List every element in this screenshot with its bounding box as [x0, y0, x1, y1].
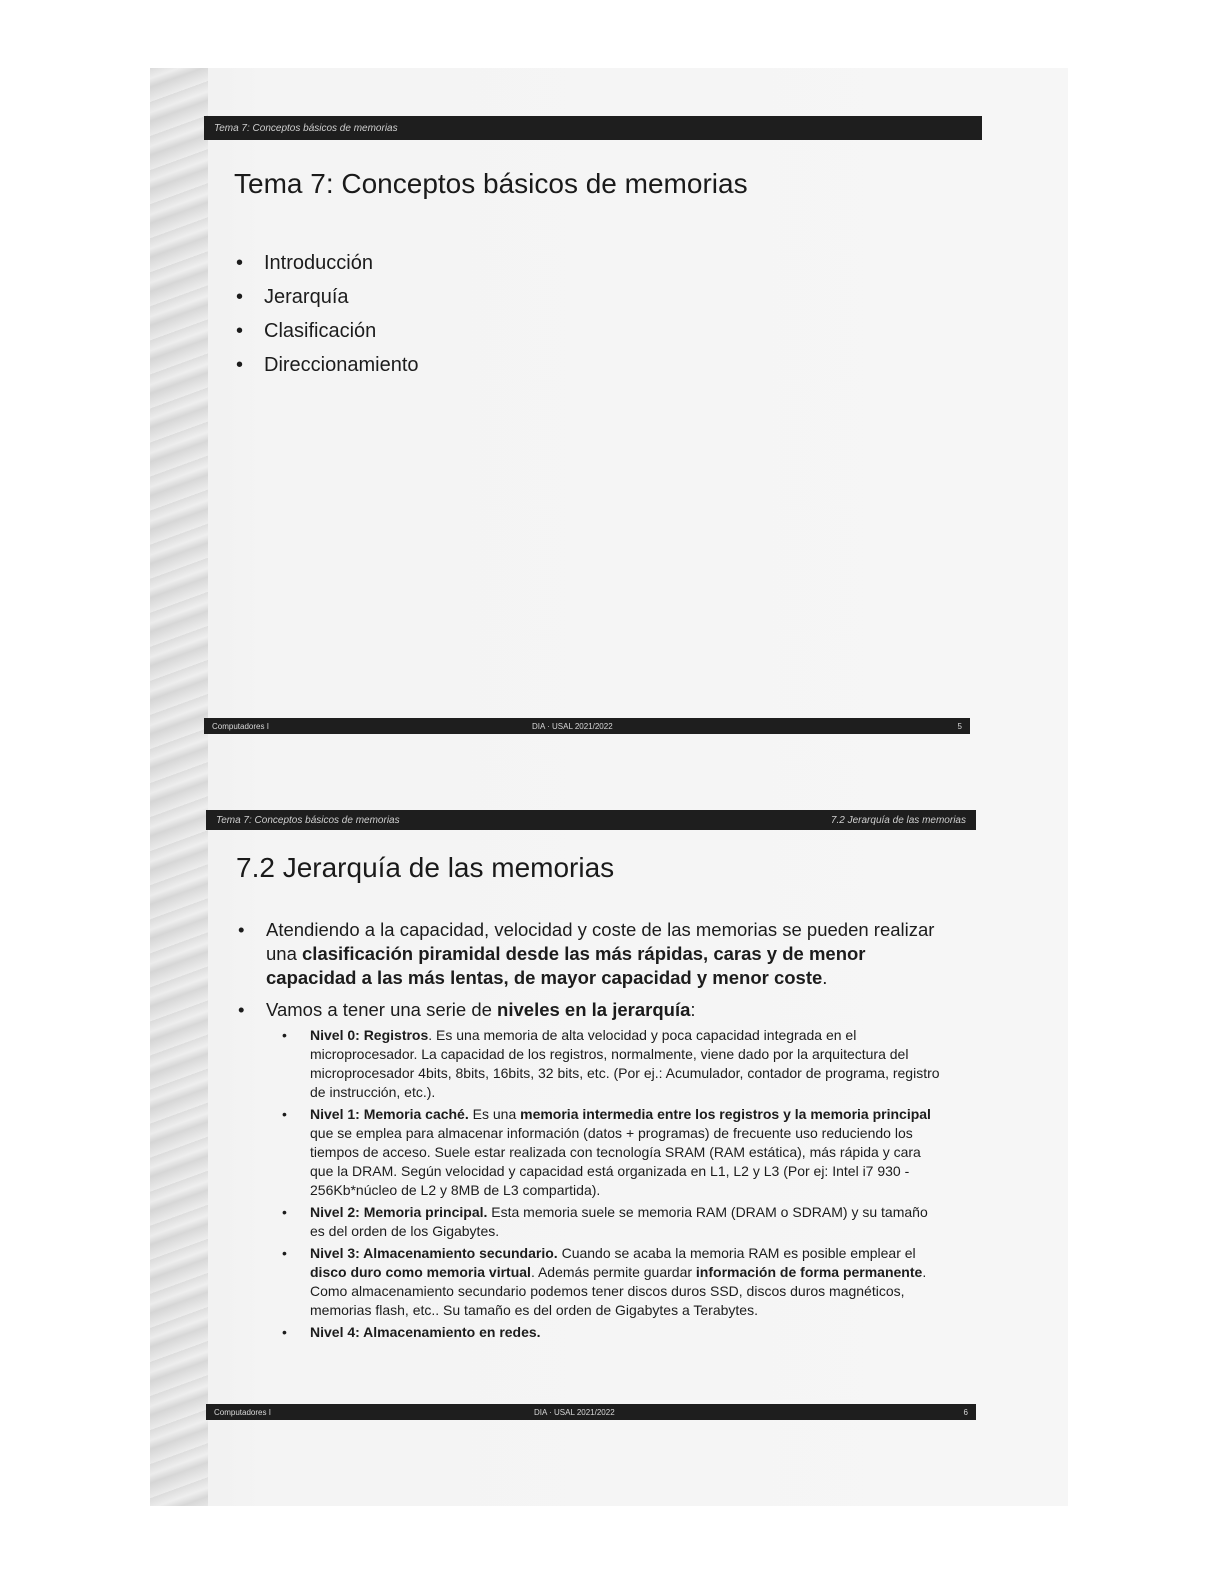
footer-course: Computadores I — [212, 721, 269, 731]
footer-page-number: 6 — [963, 1407, 968, 1417]
slide-title: 7.2 Jerarquía de las memorias — [236, 852, 615, 883]
level-2-item: • Nivel 2: Memoria principal. Esta memoria suele se memoria RAM (DRAM o SDRAM) y su tamaño es del orden de los Gigabytes. — [266, 1203, 946, 1241]
level-4-item: • Nivel 4: Almacenamiento en redes. — [266, 1323, 946, 1342]
agenda-item: • Direccionamiento — [236, 348, 419, 382]
bullet-levels: • Vamos a tener una serie de niveles en la jerarquía: • Nivel 0: Registros. Es una memoria de alta velocidad y poca capacidad integrada en el microprocesador. La capacidad de los registros, normalmente, viene dado por la arquitectura del microprocesador 4bits, 8bits, 16bits, 32 bits, etc. (Por ej.: Acumulador, contador de programa, registro de instrucción, etc.). • Nivel 1: Memoria caché. Es una memoria intermedia entre los registros y la memoria principal que se emplea para almacenar información (datos + programas) de frecuente uso reduciendo los tiempos de acceso. Suele estar realizada con tecnología SRAM (RAM estática), más rápida y cara que la DRAM. Según velocidad y capacidad está organizada en L1, L2 y L3 (Por ej: Intel i7 930 - 256Kb*núcleo de L2 y 8MB de L3 compartida). • Nivel 2: Memoria principal. Esta memoria suele se memoria RAM (DRAM o SDRAM) y su tamaño es del orden de los Gigabytes. • Nivel 3: Almacenamiento secundario. Cuando se acaba la memoria RAM es posible emplear el disco duro como memoria virtual. Además permite guardar información de forma permanente. Como almacenamiento secundario podemos tener discos duros SSD, discos duros magnéticos, memorias flash, etc.. Su tamaño es del orden de Gigabytes a Terabytes. • Nivel 4: Almacenamiento en redes. — [236, 998, 946, 1342]
footer-course: Computadores I — [214, 1407, 271, 1417]
header-left-text: Tema 7: Conceptos básicos de memorias — [216, 814, 400, 826]
slide-6 — [206, 808, 976, 1424]
agenda-item: • Jerarquía — [236, 280, 419, 314]
footer-page-number: 5 — [957, 721, 962, 731]
spiral-binding-shadow — [150, 68, 208, 1506]
footer-department: DIA · USAL 2021/2022 — [532, 721, 613, 731]
slide-header-bar — [204, 116, 982, 140]
header-left-text: Tema 7: Conceptos básicos de memorias — [214, 122, 398, 134]
bullet-capacity: • Atendiendo a la capacidad, velocidad y coste de las memorias se pueden realizar una clasificación piramidal desde las más rápidas, caras y de menor capacidad a las más lentas, de mayor capacidad y menor coste. — [236, 918, 946, 990]
header-right-text: 7.2 Jerarquía de las memorias — [830, 814, 966, 826]
agenda-item: • Clasificación — [236, 314, 419, 348]
slide-5 — [204, 116, 982, 738]
slide-title: Tema 7: Conceptos básicos de memorias — [234, 168, 748, 199]
footer-department: DIA · USAL 2021/2022 — [534, 1407, 615, 1417]
slide-footer — [206, 1404, 976, 1420]
slide-footer — [204, 718, 970, 734]
level-0-item: • Nivel 0: Registros. Es una memoria de alta velocidad y poca capacidad integrada en el microprocesador. La capacidad de los registros, normalmente, viene dado por la arquitectura del microprocesador 4bits, 8bits, 16bits, 32 bits, etc. (Por ej.: Acumulador, contador de programa, registro de instrucción, etc.). — [266, 1026, 946, 1102]
level-1-item: • Nivel 1: Memoria caché. Es una memoria intermedia entre los registros y la memoria principal que se emplea para almacenar información (datos + programas) de frecuente uso reduciendo los tiempos de acceso. Suele estar realizada con tecnología SRAM (RAM estática), más rápida y cara que la DRAM. Según velocidad y capacidad está organizada en L1, L2 y L3 (Por ej: Intel i7 930 - 256Kb*núcleo de L2 y 8MB de L3 compartida). — [266, 1105, 946, 1200]
slide-content — [236, 918, 946, 1350]
level-3-item: • Nivel 3: Almacenamiento secundario. Cuando se acaba la memoria RAM es posible emplear el disco duro como memoria virtual. Además permite guardar información de forma permanente. Como almacenamiento secundario podemos tener discos duros SSD, discos duros magnéticos, memorias flash, etc.. Su tamaño es del orden de Gigabytes a Terabytes. — [266, 1244, 946, 1320]
agenda-item: • Introducción — [236, 246, 419, 280]
slide-header-bar — [206, 810, 976, 830]
agenda-list — [236, 246, 419, 382]
